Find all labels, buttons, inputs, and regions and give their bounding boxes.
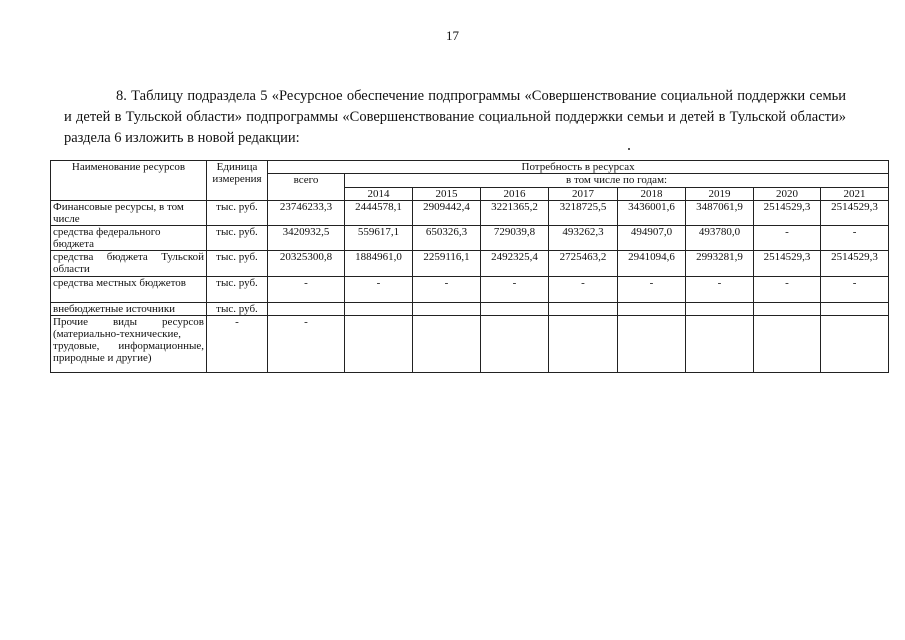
year-header: 2016 — [481, 188, 549, 201]
row-value: - — [618, 277, 686, 303]
table-row-financial — [51, 201, 889, 226]
row-value: - — [754, 277, 821, 303]
resources-table — [50, 160, 889, 373]
row-value — [754, 316, 821, 373]
row-unit: - — [207, 316, 268, 373]
row-value: 3218725,5 — [549, 201, 618, 226]
row-total: - — [268, 277, 345, 303]
header-by-years: в том числе по годам: — [345, 174, 889, 188]
row-value — [345, 316, 413, 373]
row-name: средства бюджета Тульской области — [51, 251, 207, 277]
row-value — [481, 303, 549, 316]
row-value — [413, 303, 481, 316]
row-value — [618, 303, 686, 316]
row-value — [618, 316, 686, 373]
row-value: 2941094,6 — [618, 251, 686, 277]
year-header: 2021 — [821, 188, 889, 201]
row-value: 2444578,1 — [345, 201, 413, 226]
year-header: 2018 — [618, 188, 686, 201]
table-row-federal — [51, 226, 889, 251]
row-value: - — [413, 277, 481, 303]
table-row-other — [51, 316, 889, 373]
row-name: средства местных бюджетов — [51, 277, 207, 303]
table-row-regional — [51, 251, 889, 277]
row-value: 2514529,3 — [821, 201, 889, 226]
row-value — [821, 303, 889, 316]
row-value: - — [686, 277, 754, 303]
row-value: - — [481, 277, 549, 303]
scan-speck — [628, 148, 630, 150]
row-value: - — [345, 277, 413, 303]
row-name: Финансовые ресурсы, в том числе — [51, 201, 207, 226]
header-unit: Единица измерения — [207, 161, 268, 201]
row-value: 3436001,6 — [618, 201, 686, 226]
row-value — [549, 303, 618, 316]
row-unit: тыс. руб. — [207, 251, 268, 277]
page-number: 17 — [446, 28, 459, 43]
row-value: 2993281,9 — [686, 251, 754, 277]
year-header: 2015 — [413, 188, 481, 201]
row-value: 494907,0 — [618, 226, 686, 251]
row-unit: тыс. руб. — [207, 277, 268, 303]
row-value — [549, 316, 618, 373]
row-value — [345, 303, 413, 316]
row-total: - — [268, 316, 345, 373]
row-value: 559617,1 — [345, 226, 413, 251]
row-total: 20325300,8 — [268, 251, 345, 277]
row-value — [413, 316, 481, 373]
row-unit: тыс. руб. — [207, 201, 268, 226]
intro-paragraph: 8. Таблицу подраздела 5 «Ресурсное обеспечение подпрограммы «Совершенствование социальной поддержки семьи и детей в Тульской области» подпрограммы «Совершенствование социальной поддержки семьи и детей в Тульской области» раздела 6 изложить в новой редакции: — [64, 88, 846, 146]
row-total: 23746233,3 — [268, 201, 345, 226]
row-value: 3487061,9 — [686, 201, 754, 226]
row-value: 1884961,0 — [345, 251, 413, 277]
row-unit: тыс. руб. — [207, 226, 268, 251]
row-total — [268, 303, 345, 316]
row-value: 2514529,3 — [821, 251, 889, 277]
row-value: 493780,0 — [686, 226, 754, 251]
row-value: 2514529,3 — [754, 201, 821, 226]
row-value: 650326,3 — [413, 226, 481, 251]
table-row-extrabudgetary — [51, 303, 889, 316]
row-value: - — [549, 277, 618, 303]
row-value: 2514529,3 — [754, 251, 821, 277]
row-name: Прочие виды ресурсов (материально-технические, трудовые, информационные, природные и другие) — [51, 316, 207, 373]
year-header: 2020 — [754, 188, 821, 201]
row-value: - — [821, 277, 889, 303]
row-value — [754, 303, 821, 316]
header-name: Наименование ресурсов — [51, 161, 207, 201]
row-name: внебюджетные источники — [51, 303, 207, 316]
row-value: 2492325,4 — [481, 251, 549, 277]
row-value — [481, 316, 549, 373]
row-value: 2259116,1 — [413, 251, 481, 277]
row-value — [686, 303, 754, 316]
row-value: 2909442,4 — [413, 201, 481, 226]
year-header: 2019 — [686, 188, 754, 201]
header-need: Потребность в ресурсах — [268, 161, 889, 174]
row-value: 3221365,2 — [481, 201, 549, 226]
header-total: всего — [268, 174, 345, 201]
year-header: 2017 — [549, 188, 618, 201]
row-value: 729039,8 — [481, 226, 549, 251]
table-row-local — [51, 277, 889, 303]
row-unit: тыс. руб. — [207, 303, 268, 316]
row-value: 2725463,2 — [549, 251, 618, 277]
row-value: 493262,3 — [549, 226, 618, 251]
row-name: средства федерального бюджета — [51, 226, 207, 251]
row-total: 3420932,5 — [268, 226, 345, 251]
row-value — [686, 316, 754, 373]
row-value: - — [821, 226, 889, 251]
header-row-1 — [51, 161, 889, 174]
year-header: 2014 — [345, 188, 413, 201]
row-value: - — [754, 226, 821, 251]
row-value — [821, 316, 889, 373]
